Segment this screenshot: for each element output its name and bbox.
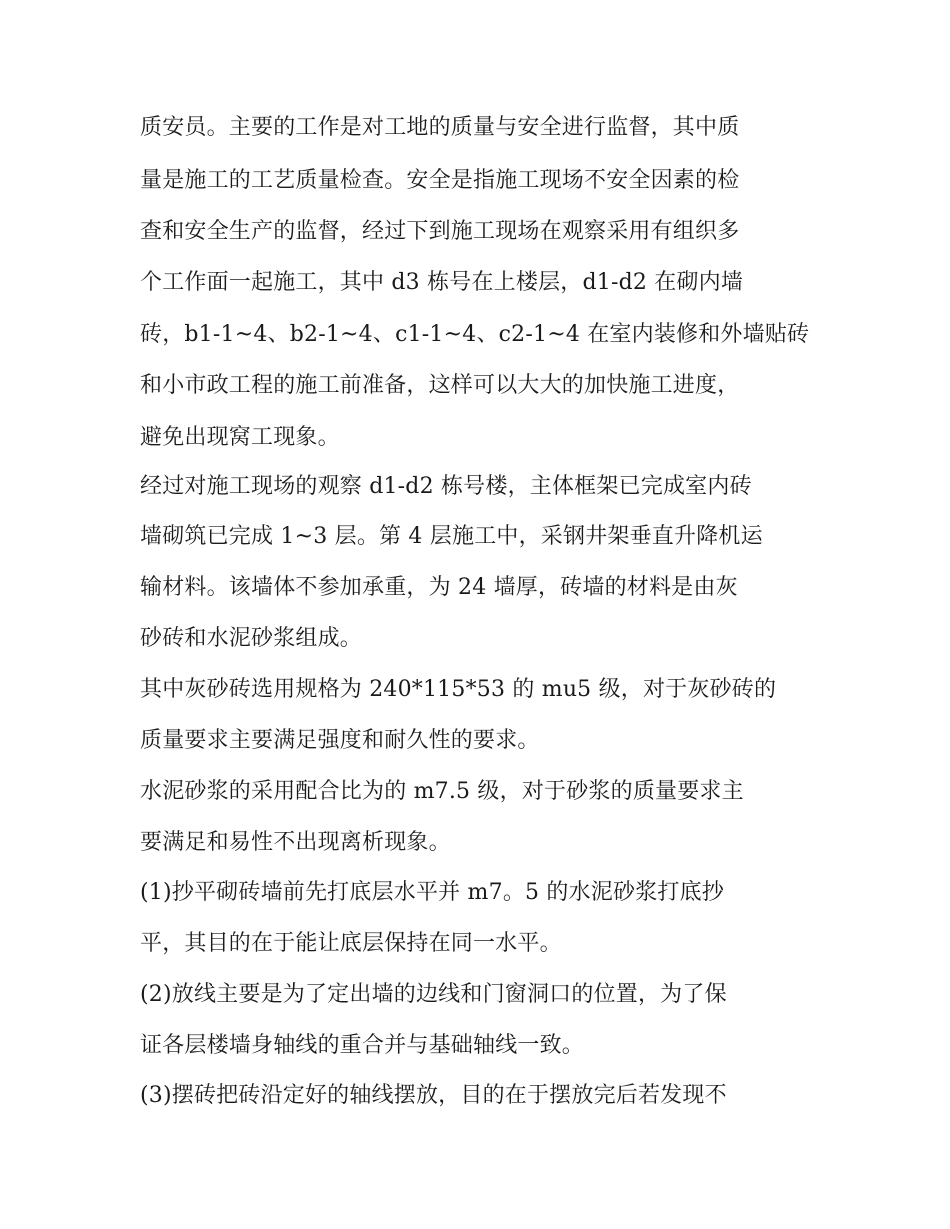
text-line: 输材料。该墙体不参加承重，为 24 墙厚，砖墙的材料是由灰 (140, 575, 738, 600)
text-line: 查和安全生产的监督，经过下到施工现场在观察采用有组织多 (140, 219, 740, 244)
text-line: 量是施工的工艺质量检查。安全是指施工现场不安全因素的检 (140, 168, 740, 193)
text-line: 证各层楼墙身轴线的重合并与基础轴线一致。 (140, 1033, 585, 1058)
text-line: 质安员。主要的工作是对工地的质量与安全进行监督，其中质 (140, 115, 740, 140)
text-line: 墙砌筑已完成 1~3 层。第 4 层施工中，采钢井架垂直升降机运 (140, 524, 763, 549)
text-line: 和小市政工程的施工前准备，这样可以大大的加快施工进度， (140, 373, 740, 398)
text-line: 砂砖和水泥砂浆组成。 (140, 626, 363, 651)
text-line: 砖，b1-1~4、b2-1~4、c1-1~4、c2-1~4 在室内装修和外墙贴砖 (140, 322, 810, 347)
text-line: 其中灰砂砖选用规格为 240*115*53 的 mu5 级，对于灰砂砖的 (140, 677, 777, 702)
text-line: 经过对施工现场的观察 d1-d2 栋号楼，主体框架已完成室内砖 (140, 474, 752, 499)
text-line: 避免出现窝工现象。 (140, 425, 340, 450)
text-line: 个工作面一起施工，其中 d3 栋号在上楼层，d1-d2 在砌内墙 (140, 270, 744, 295)
text-line: 要满足和易性不出现离析现象。 (140, 830, 451, 855)
text-line: 平，其目的在于能让底层保持在同一水平。 (140, 931, 562, 956)
text-line: (3)摆砖把砖沿定好的轴线摆放，目的在于摆放完后若发现不 (140, 1083, 727, 1108)
text-line: 水泥砂浆的采用配合比为的 m7.5 级，对于砂浆的质量要求主 (140, 779, 744, 804)
text-line: 质量要求主要满足强度和耐久性的要求。 (140, 728, 540, 753)
text-line: (1)抄平砌砖墙前先打底层水平并 m7。5 的水泥砂浆打底抄 (140, 880, 725, 905)
text-line: (2)放线主要是为了定出墙的边线和门窗洞口的位置，为了保 (140, 982, 727, 1007)
